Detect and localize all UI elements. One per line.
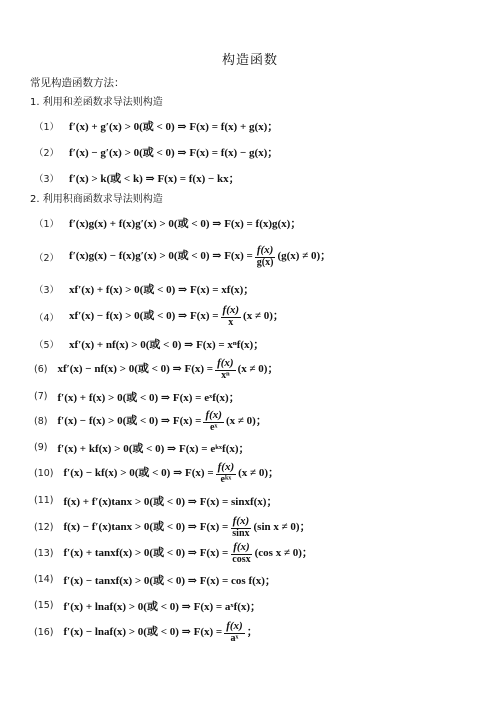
fraction-numerator: f(x): [217, 357, 234, 369]
formula: [57, 389, 239, 405]
item-number: （4）: [34, 312, 60, 324]
formula: [69, 144, 278, 160]
formula-condition: (g(x) ≠ 0)；: [277, 250, 332, 263]
fraction-denominator: g(x): [256, 256, 274, 268]
formula-text: f′(x) + g′(x) > 0(或 < 0) ⇒ F(x) = f(x) + g(x)；: [69, 120, 279, 133]
item-number: （2）: [34, 252, 60, 264]
formula: [69, 118, 278, 134]
formula-item: [34, 410, 267, 433]
item-number: （2）: [34, 147, 60, 159]
formula-item: [34, 358, 278, 381]
formula: [69, 215, 301, 231]
fraction-numerator: f(x): [256, 244, 274, 256]
formula-condition: (x ≠ 0)；: [237, 363, 279, 376]
formula-item: [34, 141, 278, 160]
formula-text: f′(x) − tanxf(x) > 0(或 < 0) ⇒ F(x) = cos f(x)；: [63, 574, 276, 587]
formula: [69, 281, 254, 297]
formula-text: f′(x) + kf(x) > 0(或 < 0) ⇒ F(x) = eᵏˣf(x)；: [57, 442, 250, 455]
formula: [64, 598, 262, 614]
fraction-numerator: f(x): [226, 620, 243, 632]
formula: [57, 410, 266, 433]
formula-text: xf′(x) − nf(x) > 0(或 < 0) ⇒ F(x) =: [57, 363, 214, 376]
formula-item: [34, 386, 240, 405]
fraction: [255, 245, 276, 268]
formula-condition: (x ≠ 0)；: [238, 467, 279, 480]
item-number: (13): [34, 548, 54, 560]
item-number: （1）: [34, 218, 60, 230]
formula-condition: (cos x ≠ 0)；: [254, 547, 313, 560]
item-number: （3）: [34, 284, 60, 296]
formula-text: xf′(x) + f(x) > 0(或 < 0) ⇒ F(x) = xf(x)；: [69, 283, 255, 296]
formula-item: [34, 115, 278, 134]
formula: [69, 245, 331, 268]
formula: [69, 170, 240, 186]
formula: [69, 336, 264, 352]
fraction: [221, 305, 242, 328]
formula: [57, 358, 278, 381]
item-number: (16): [34, 627, 54, 639]
formula: [64, 572, 276, 588]
formula: [64, 621, 258, 644]
formula-text: f′(x) − lnaf(x) > 0(或 < 0) ⇒ F(x) =: [63, 626, 223, 639]
fraction-numerator: f(x): [217, 461, 235, 473]
section-heading: 1. 利用和差函数求导法则构造: [30, 97, 163, 108]
formula-item: [34, 212, 301, 231]
fraction-denominator: sinx: [232, 527, 250, 539]
formula-text: xf′(x) − f(x) > 0(或 < 0) ⇒ F(x) =: [69, 310, 219, 323]
formula-item: [34, 245, 331, 268]
formula-condition: ；: [246, 626, 258, 639]
fraction: [203, 410, 224, 433]
formula-item: [34, 595, 261, 614]
formula-item: [34, 437, 250, 456]
fraction: [230, 542, 252, 565]
formula-text: f′(x) + tanxf(x) > 0(或 < 0) ⇒ F(x) =: [63, 547, 229, 560]
item-number: (10): [34, 468, 54, 480]
formula-text: f′(x) > k(或 < k) ⇒ F(x) = f(x) − kx；: [69, 172, 240, 185]
item-number: (6): [34, 364, 48, 376]
formula-item: [34, 278, 254, 297]
item-number: （1）: [34, 121, 60, 133]
formula-condition: (x ≠ 0)；: [225, 415, 267, 428]
formula-text: f′(x)g(x) − f(x)g′(x) > 0(或 < 0) ⇒ F(x) =: [69, 250, 253, 263]
formula-text: f′(x) − g′(x) > 0(或 < 0) ⇒ F(x) = f(x) − g(x)；: [69, 146, 279, 159]
formula-text: f′(x) − kf(x) > 0(或 < 0) ⇒ F(x) =: [63, 467, 214, 480]
formula-text: f′(x) − f(x) > 0(或 < 0) ⇒ F(x) =: [57, 415, 202, 428]
formula-item: [34, 462, 279, 485]
fraction-numerator: f(x): [233, 541, 250, 553]
fraction-numerator: f(x): [222, 304, 240, 316]
formula-item: [34, 333, 264, 352]
item-number: (7): [34, 391, 48, 402]
fraction: [224, 621, 245, 644]
formula-item: [34, 569, 276, 588]
formula-item: [34, 542, 313, 565]
fraction-denominator: aˣ: [230, 632, 239, 644]
formula: [69, 305, 284, 328]
fraction: [230, 516, 251, 539]
section-heading: 2. 利用积商函数求导法则构造: [30, 194, 163, 205]
fraction-denominator: cosx: [232, 553, 251, 565]
item-number: (15): [34, 600, 54, 611]
formula: [64, 542, 313, 565]
item-number: （3）: [34, 173, 60, 185]
fraction-numerator: f(x): [232, 515, 250, 527]
formula-condition: (x ≠ 0)；: [243, 310, 284, 323]
fraction-denominator: xⁿ: [221, 369, 230, 381]
formula: [57, 440, 249, 456]
fraction-numerator: f(x): [205, 409, 222, 421]
intro-text: 常见构造函数方法：: [30, 77, 125, 89]
item-number: （5）: [34, 339, 60, 351]
fraction-denominator: x: [228, 316, 234, 328]
item-number: (11): [34, 495, 54, 506]
formula-item: [34, 516, 311, 539]
page-title: 构造函数: [221, 53, 278, 68]
formula-item: [34, 490, 277, 509]
fraction-denominator: eˣ: [210, 421, 218, 433]
fraction: [215, 358, 236, 381]
formula-item: [34, 167, 240, 186]
formula-text: f(x) + f′(x)tanx > 0(或 < 0) ⇒ F(x) = sinxf(x)；: [63, 495, 278, 508]
formula-text: f′(x) + f(x) > 0(或 < 0) ⇒ F(x) = eˣf(x)；: [57, 391, 240, 404]
formula-condition: (sin x ≠ 0)；: [253, 521, 311, 534]
formula-text: f′(x)g(x) + f(x)g′(x) > 0(或 < 0) ⇒ F(x) = f(x)g(x)；: [69, 217, 302, 230]
formula: [64, 493, 278, 509]
formula-item: [34, 621, 258, 644]
formula-text: f′(x) + lnaf(x) > 0(或 < 0) ⇒ F(x) = aˣf(x)；: [63, 600, 262, 613]
formula: [64, 462, 279, 485]
formula: [64, 516, 311, 539]
item-number: (12): [34, 522, 54, 534]
fraction-denominator: eᵏˣ: [220, 473, 232, 485]
item-number: (9): [34, 442, 48, 453]
formula-text: f(x) − f′(x)tanx > 0(或 < 0) ⇒ F(x) =: [63, 521, 229, 534]
fraction: [216, 462, 237, 485]
formula-text: xf′(x) + nf(x) > 0(或 < 0) ⇒ F(x) = xⁿf(x)；: [69, 338, 265, 351]
formula-item: [34, 305, 284, 328]
item-number: (8): [34, 416, 48, 428]
item-number: (14): [34, 574, 54, 585]
